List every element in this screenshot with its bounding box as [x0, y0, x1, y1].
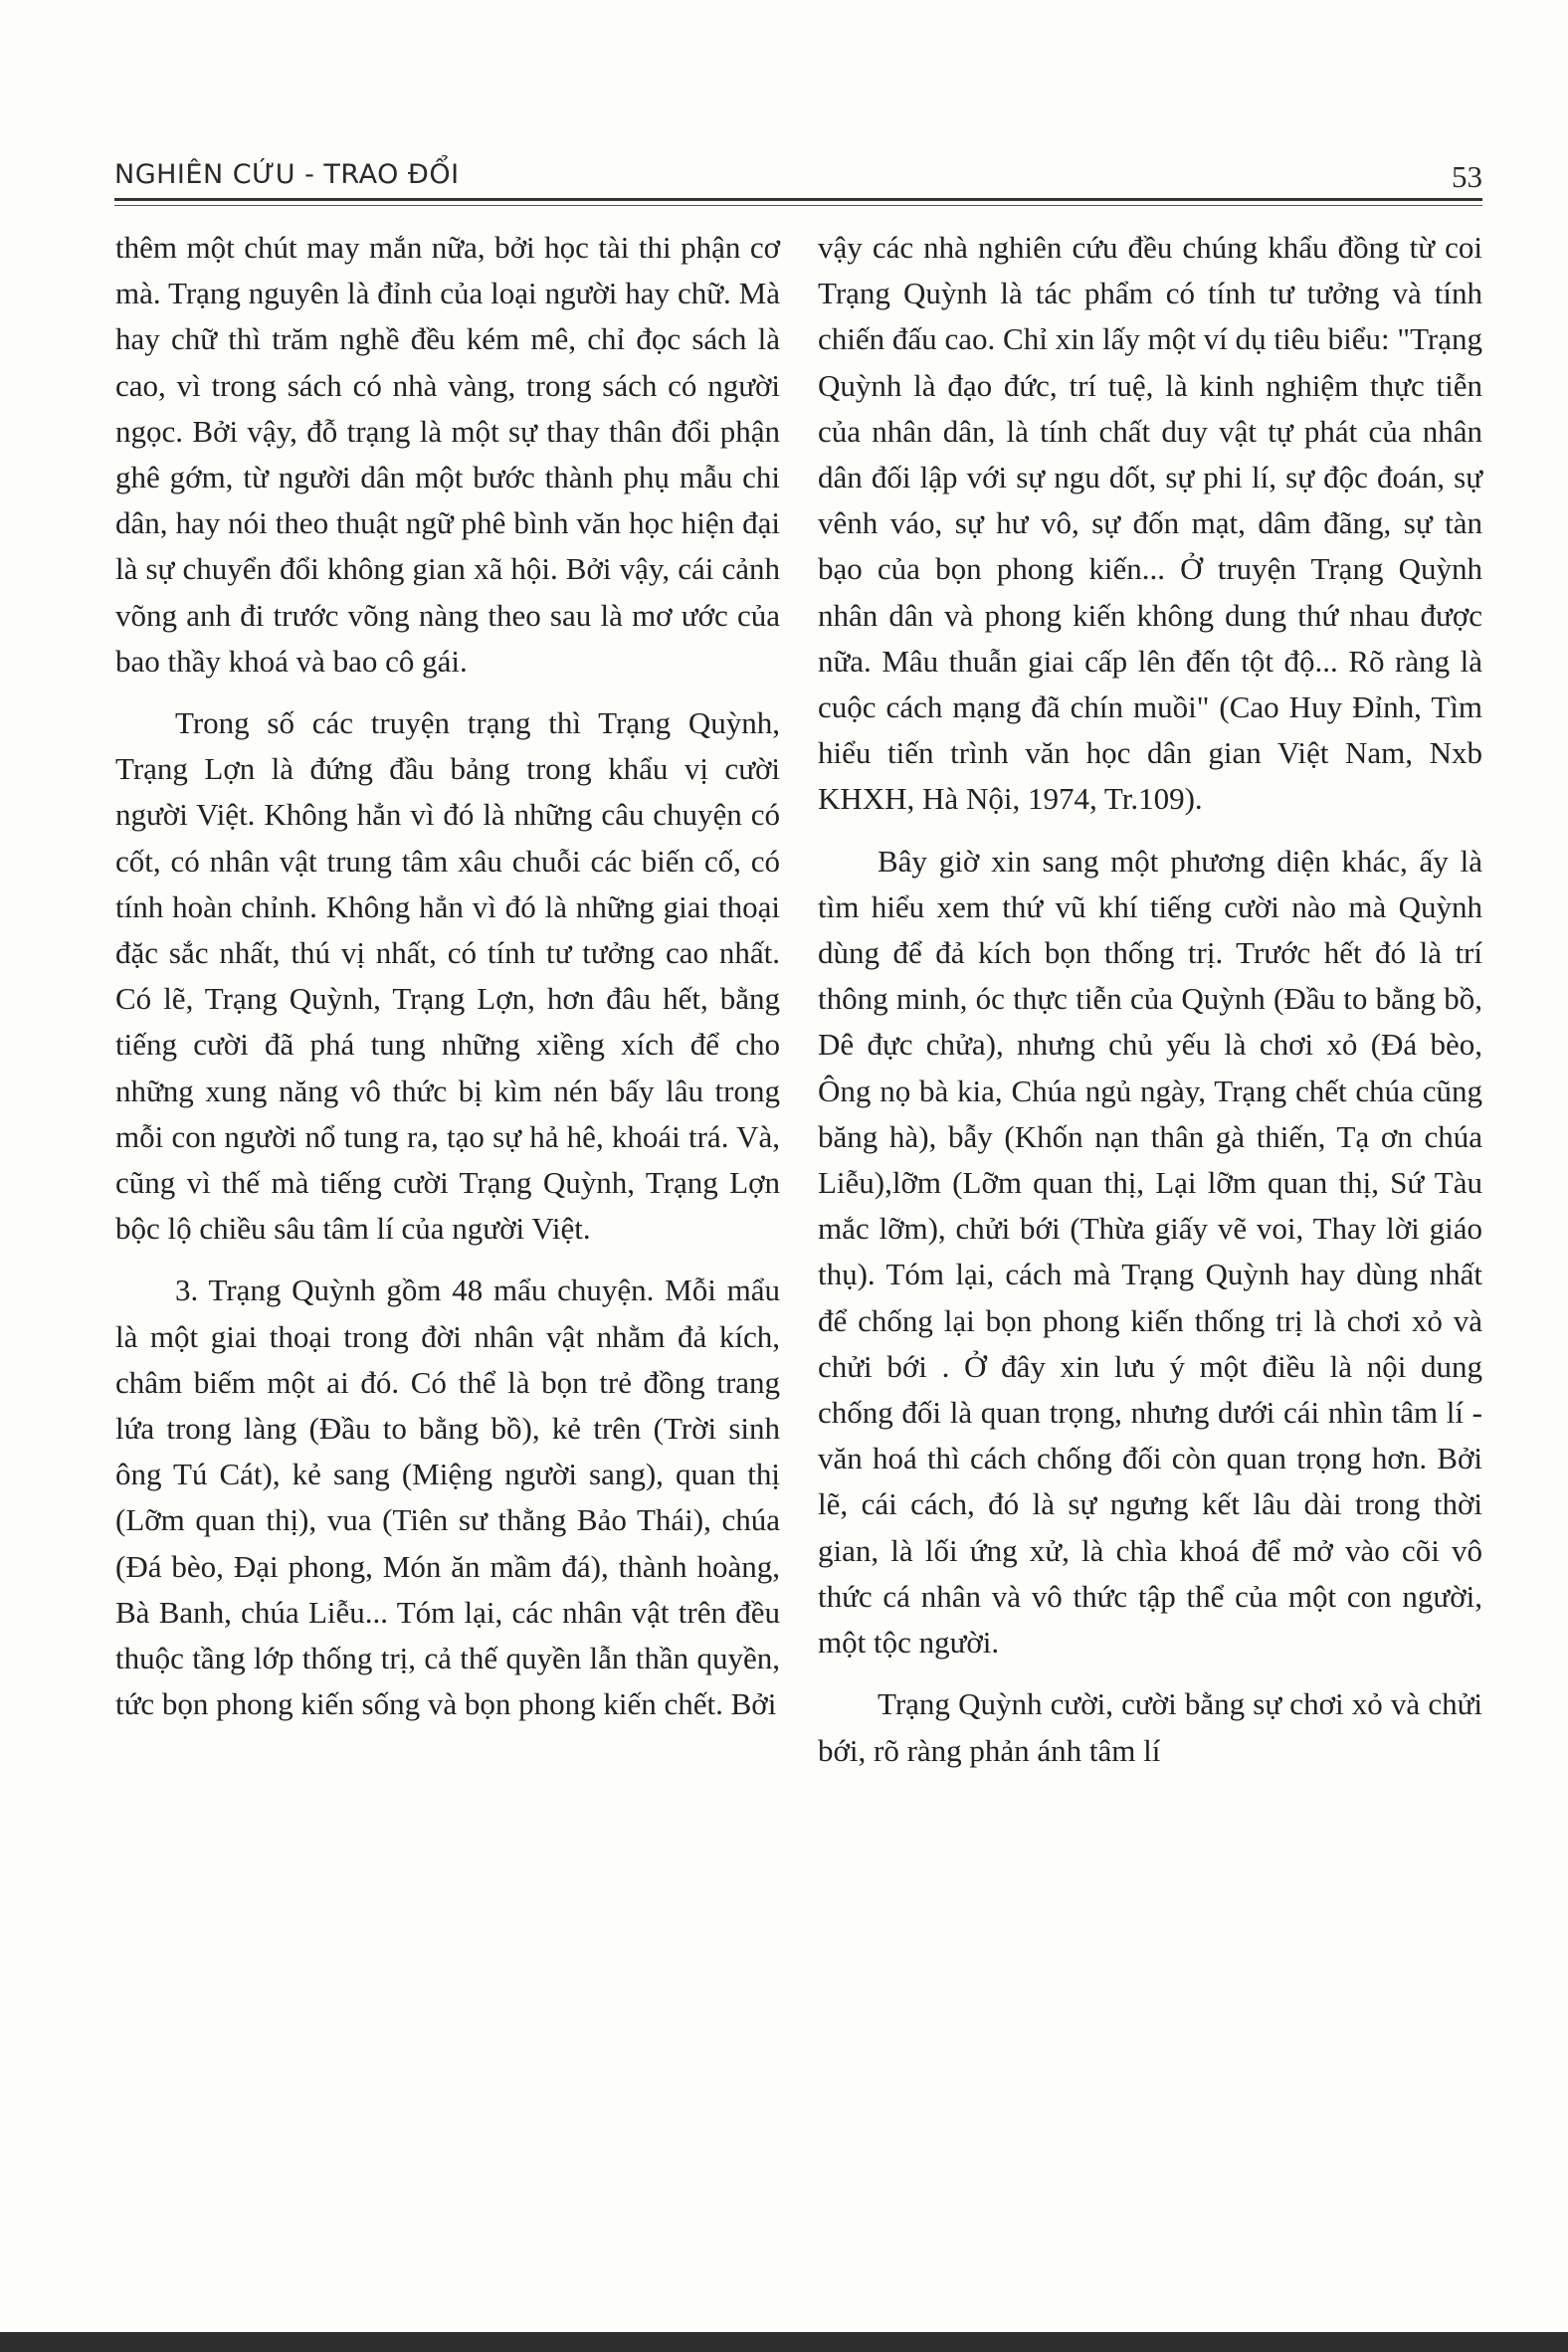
paragraph: Bây giờ xin sang một phương diện khác, ấy là tìm hiểu xem thứ vũ khí tiếng cười nào mà Quỳnh dùng để đả kích bọn thống trị. Trước hết đó là trí thông minh, óc thực tiễn của Quỳnh (Đầu to bằng bồ, Dê đực chửa), nhưng chủ yếu là chơi xỏ (Đá bèo, Ông nọ bà kia, Chúa ngủ ngày, Trạng chết chúa cũng băng hà), bẫy (Khốn nạn thân gà thiến, Tạ ơn chúa Liễu),lỡm (Lỡm quan thị, Lại lỡm quan thị, Sứ Tàu mắc lỡm), chửi bới (Thừa giấy vẽ voi, Thay lời giáo thụ). Tóm lại, cách mà Trạng Quỳnh hay dùng nhất để chống lại bọn phong kiến thống trị là chơi xỏ và chửi bới . Ở đây xin lưu ý một điều là nội dung chống đối là quan trọng, nhưng dưới cái nhìn tâm lí - văn hoá thì cách chống đối còn quan trọng hơn. Bởi lẽ, cái cách, đó là sự ngưng kết lâu dài trong thời gian, là lối ứng xử, là chìa khoá để mở vào cõi vô thức cá nhân và vô thức tập thể của một con người, một tộc người. [818, 843, 1482, 1661]
header-rule-thick [114, 198, 1482, 201]
section-title: NGHIÊN CỨU - TRAO ĐỔI [114, 159, 460, 190]
paragraph: Trạng Quỳnh cười, cười bằng sự chơi xỏ và chửi bới, rõ ràng phản ánh tâm lí [818, 1686, 1482, 1768]
running-header [114, 149, 1482, 199]
page-number: 53 [1452, 159, 1482, 194]
right-column [818, 225, 1482, 1774]
scan-bottom-edge [0, 2332, 1568, 2352]
paragraph: Trong số các truyện trạng thì Trạng Quỳnh, Trạng Lợn là đứng đầu bảng trong khẩu vị cười người Việt. Không hẳn vì đó là những câu chuyện có cốt, có nhân vật trung tâm xâu chuỗi các biến cố, có tính hoàn chỉnh. Không hẳn vì đó là những giai thoại đặc sắc nhất, thú vị nhất, có tính tư tưởng cao nhất. Có lẽ, Trạng Quỳnh, Trạng Lợn, hơn đâu hết, bằng tiếng cười đã phá tung những xiềng xích để cho những xung năng vô thức bị kìm nén bấy lâu trong mỗi con người nổ tung ra, tạo sự hả hê, khoái trá. Và, cũng vì thế mà tiếng cười Trạng Quỳnh, Trạng Lợn bộc lộ chiều sâu tâm lí của người Việt. [115, 705, 780, 1247]
header-rule-thin [114, 205, 1482, 206]
paragraph: thêm một chút may mắn nữa, bởi học tài thi phận cơ mà. Trạng nguyên là đỉnh của loại người hay chữ. Mà hay chữ thì trăm nghề đều kém mê, chỉ đọc sách là cao, vì trong sách có nhà vàng, trong sách có người ngọc. Bởi vậy, đỗ trạng là một sự thay thân đổi phận ghê gớm, từ người dân một bước thành phụ mẫu chi dân, hay nói theo thuật ngữ phê bình văn học hiện đại là sự chuyển đổi không gian xã hội. Bởi vậy, cái cảnh võng anh đi trước võng nàng theo sau là mơ ước của bao thầy khoá và bao cô gái. [115, 230, 780, 679]
left-column [115, 225, 780, 1728]
paragraph: vậy các nhà nghiên cứu đều chúng khẩu đồng từ coi Trạng Quỳnh là tác phẩm có tính tư tưởng và tính chiến đấu cao. Chỉ xin lấy một ví dụ tiêu biểu: "Trạng Quỳnh là đạo đức, trí tuệ, là kinh nghiệm thực tiễn của nhân dân, là tính chất duy vật tự phát của nhân dân đối lập với sự ngu dốt, sự phi lí, sự độc đoán, sự vênh váo, sự hư vô, sự đốn mạt, dâm đãng, sự tàn bạo của bọn phong kiến... Ở truyện Trạng Quỳnh nhân dân và phong kiến không dung thứ nhau được nữa. Mâu thuẫn giai cấp lên đến tột độ... Rõ ràng là cuộc cách mạng đã chín muồi" (Cao Huy Đỉnh, Tìm hiểu tiến trình văn học dân gian Việt Nam, Nxb KHXH, Hà Nội, 1974, Tr.109). [818, 230, 1482, 817]
paragraph: 3. Trạng Quỳnh gồm 48 mẩu chuyện. Mỗi mẩu là một giai thoại trong đời nhân vật nhằm đả kích, châm biếm một ai đó. Có thể là bọn trẻ đồng trang lứa trong làng (Đầu to bằng bồ), kẻ trên (Trời sinh ông Tú Cát), kẻ sang (Miệng người sang), quan thị (Lỡm quan thị), vua (Tiên sư thằng Bảo Thái), chúa (Đá bèo, Đại phong, Món ăn mầm đá), thành hoàng, Bà Banh, chúa Liễu... Tóm lại, các nhân vật trên đều thuộc tầng lớp thống trị, cả thế quyền lẫn thần quyền, tức bọn phong kiến sống và bọn phong kiến chết. Bởi [115, 1273, 780, 1722]
